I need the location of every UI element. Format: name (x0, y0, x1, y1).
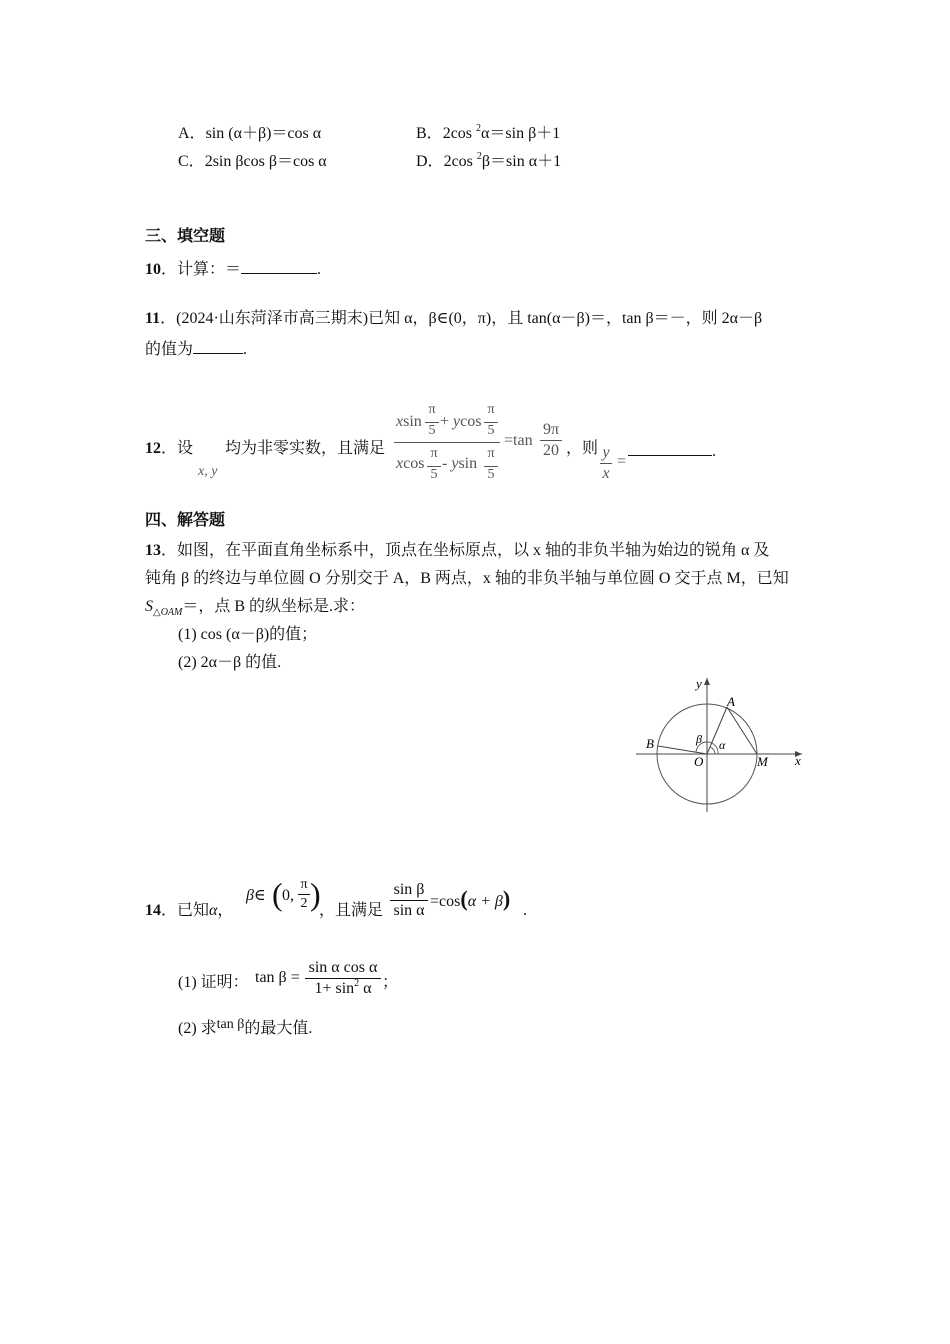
label-o: O (694, 754, 704, 769)
q12-then: ，则 (566, 440, 599, 457)
q12-y-over-x: y x (600, 443, 612, 484)
q12-eq-tan: =tan (504, 432, 533, 449)
answer-blank (241, 257, 317, 274)
question-14-intro: 14．已知α， (145, 902, 234, 919)
answer-blank (628, 439, 712, 456)
question-13-line3: $S_{\triangle OAM}=$，点 B 的纵坐标是.求： (145, 598, 366, 618)
question-12-intro: 12．设 (145, 440, 194, 457)
segment-am (727, 707, 757, 754)
q14-part1-tan: tan β = (255, 969, 300, 986)
answer-blank (193, 337, 243, 354)
question-13-line1: 13．如图，在平面直角坐标系中，顶点在坐标原点，以 x 轴的非负半轴为始边的锐角 α 及 (145, 542, 770, 559)
q12-tan-fraction: 9π 20 (540, 420, 562, 461)
q12-equals: = (617, 453, 627, 470)
option-d: D．2cos $^2$β＝sin α＋1 (416, 151, 562, 170)
label-alpha: α (719, 738, 726, 752)
question-13-part2: (2) 2α－β 的值. (178, 654, 282, 671)
q14-text: ，且满足 (319, 902, 384, 919)
label-b: B (646, 736, 654, 751)
label-x: x (795, 753, 801, 768)
q14-ratio: sin β sin α (390, 880, 428, 921)
label-m: M (757, 754, 768, 769)
q12-fraction: xsin π 5 + ycos π 5 xcos π 5 - ysin π 5 (394, 402, 502, 488)
ray-ob (658, 746, 707, 754)
question-12-text: 均为非零实数，且满足 (225, 440, 386, 457)
option-c: C．2sin βcos β＝cos α (178, 153, 327, 170)
section-title-fill-in: 三、填空题 (145, 228, 226, 245)
question-10: 10．计算：＝ . (145, 257, 321, 280)
q14-part1-prefix: (1) 证明： (178, 974, 249, 991)
question-12-vars: x, y (198, 464, 218, 479)
label-beta: β (696, 732, 702, 746)
y-axis-arrow (704, 678, 710, 685)
q14-part1-fraction: sin α cos α $1+ \sin^2 \alpha$ (305, 958, 381, 1001)
label-a: A (727, 694, 735, 709)
angle-alpha-arc (710, 747, 715, 754)
section-title-solve: 四、解答题 (145, 512, 226, 529)
question-11-line2: 的值为 . (145, 337, 247, 360)
unit-circle-figure (630, 672, 810, 817)
option-a: A．sin (α＋β)＝cos α (178, 125, 322, 142)
q14-end: . (523, 902, 527, 919)
q14-part2: (2) 求tan β的最大值. (178, 1017, 313, 1037)
option-b: B．2cos $^2$α＝sin β＋1 (416, 123, 561, 142)
label-y: y (696, 676, 702, 691)
q12-blank: . (628, 439, 716, 462)
q14-part1-end: ； (382, 974, 399, 991)
question-13-line2: 钝角 β 的终边与单位圆 O 分别交于 A，B 两点，x 轴的非负半轴与单位圆 O 交于点 M，已知 (145, 570, 789, 587)
question-13-part1: (1) cos (α－β)的值； (178, 626, 318, 643)
question-11-line1: 11．(2024·山东菏泽市高三期末)已知 α，β∈(0，π)，且 tan(α－β)＝，tan β＝－，则 2α－β (145, 310, 763, 327)
q14-rhs: =cos(α + β) (430, 886, 511, 911)
